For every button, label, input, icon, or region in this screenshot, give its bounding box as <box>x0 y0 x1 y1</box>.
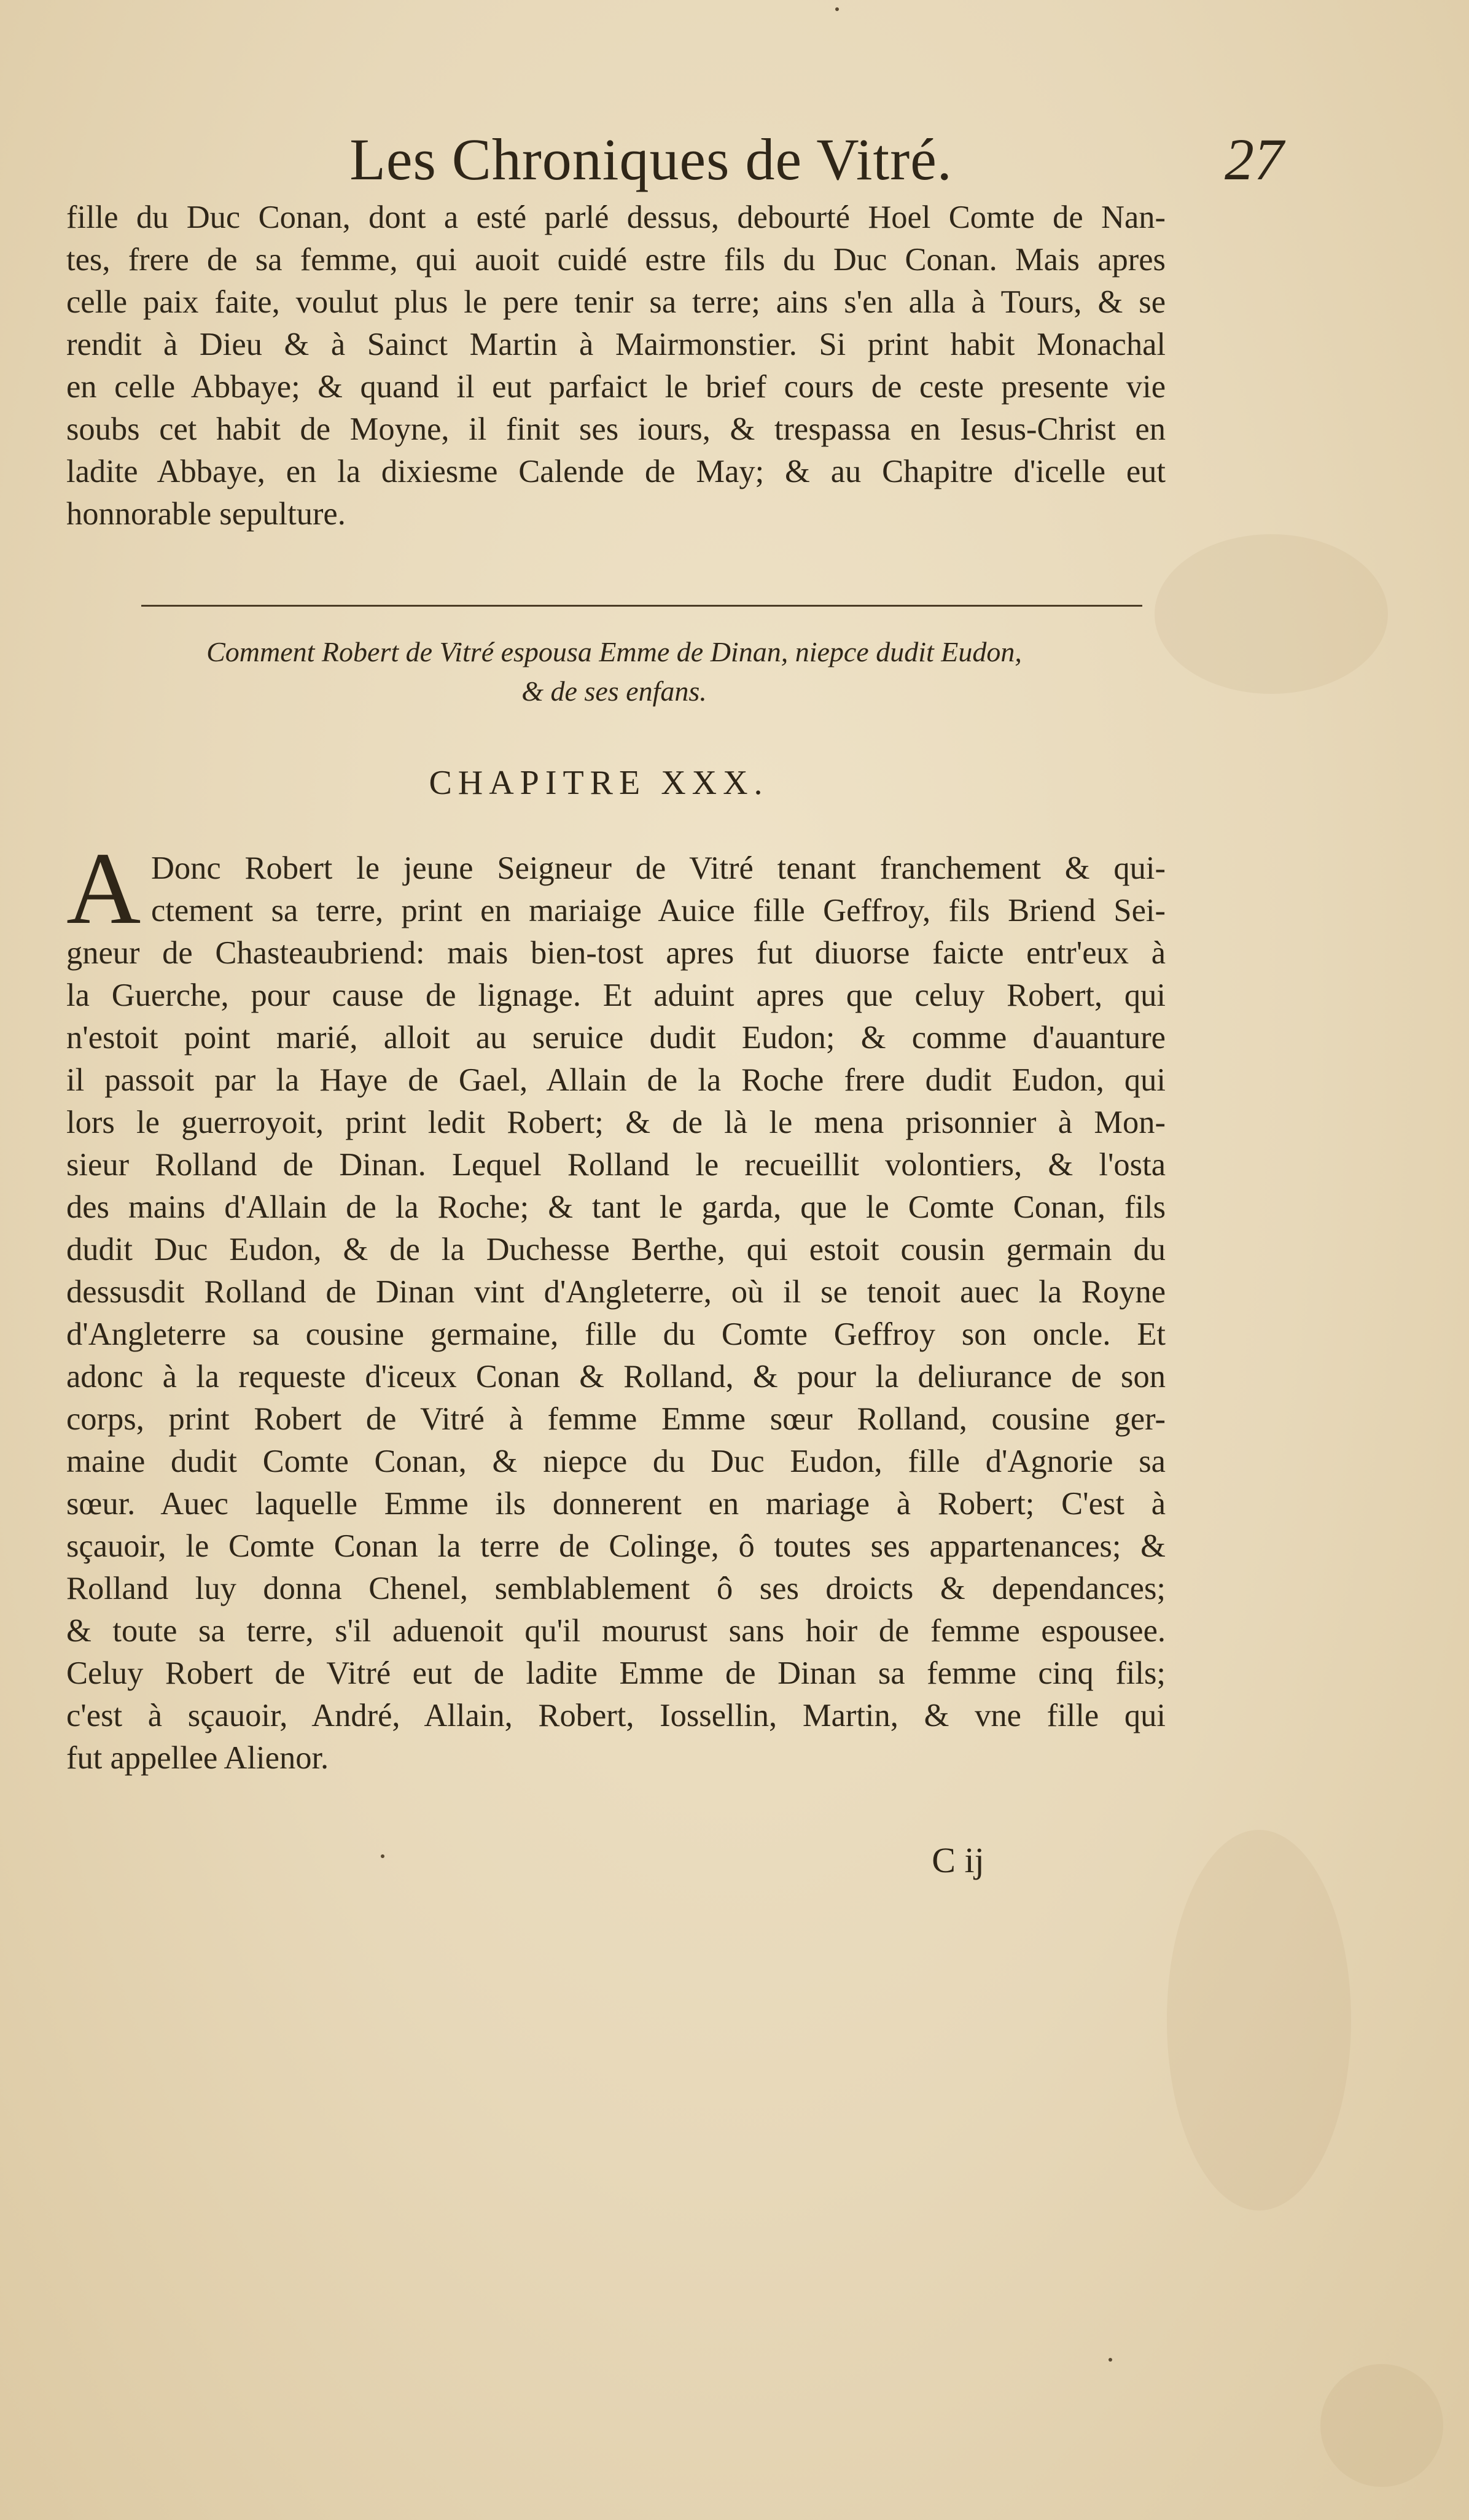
chapter-summary-line: & de ses enfans. <box>521 675 707 707</box>
text-line: Celuy Robert de Vitré eut de ladite Emme de Dinan sa femme cinq fils; <box>66 1655 1166 1691</box>
text-line: d'Angleterre sa cousine germaine, fille du Comte Geffroy son oncle. Et <box>66 1316 1166 1352</box>
running-title: Les Chroniques de Vitré. <box>349 126 953 192</box>
text-line: gneur de Chasteaubriend: mais bien-tost apres fut diuorse faicte entr'eux à <box>66 935 1166 971</box>
chapter-summary-line: Comment Robert de Vitré espousa Emme de Dinan, niepce dudit Eudon, <box>206 636 1022 667</box>
text-line: maine dudit Comte Conan, & niepce du Duc Eudon, fille d'Agnorie sa <box>66 1444 1166 1479</box>
page-header <box>61 123 1308 203</box>
text-line: dessusdit Rolland de Dinan vint d'Angleterre, où il se tenoit auec la Royne <box>66 1274 1166 1310</box>
text-line: rendit à Dieu & à Sainct Martin à Mairmonstier. Si print habit Monachal <box>66 327 1166 362</box>
text-line: sœur. Auec laquelle Emme ils donnerent en mariage à Robert; C'est à <box>66 1486 1166 1522</box>
text-line: c'est à sçauoir, André, Allain, Robert, Iossellin, Martin, & vne fille qui <box>66 1698 1166 1733</box>
text-line: tes, frere de sa femme, qui auoit cuidé estre fils du Duc Conan. Mais apres <box>66 242 1166 278</box>
text-line: en celle Abbaye; & quand il eut parfaict le brief cours de ceste presente vie <box>66 369 1166 405</box>
text-line: lors le guerroyoit, print ledit Robert; & de là le mena prisonnier à Mon- <box>66 1105 1166 1140</box>
text-line: sçauoir, le Comte Conan la terre de Colinge, ô toutes ses appartenances; & <box>66 1528 1166 1564</box>
text-line: soubs cet habit de Moyne, il finit ses iours, & trespassa en Iesus-Christ en <box>66 411 1166 447</box>
paragraph-continued <box>66 196 1166 535</box>
section-divider <box>141 605 1142 607</box>
ink-speck <box>381 1854 384 1858</box>
paper-stain <box>1155 534 1388 694</box>
ink-speck <box>835 7 839 11</box>
text-line: celle paix faite, voulut plus le pere tenir sa terre; ains s'en alla à Tours, & se <box>66 284 1166 320</box>
text-line: n'estoit point marié, alloit au seruice dudit Eudon; & comme d'auanture <box>66 1020 1166 1056</box>
text-line: dudit Duc Eudon, & de la Duchesse Berthe, qui estoit cousin germain du <box>66 1232 1166 1267</box>
text-line: adonc à la requeste d'iceux Conan & Rolland, & pour la deliurance de son <box>66 1359 1166 1394</box>
page-number: 27 <box>1225 126 1284 192</box>
chapter-paragraph <box>66 847 1166 1779</box>
text-line: la Guerche, pour cause de lignage. Et aduint apres que celuy Robert, qui <box>66 978 1166 1013</box>
text-line: honnorable sepulture. <box>66 496 346 532</box>
text-line: Rolland luy donna Chenel, semblablement ô ses droicts & dependances; <box>66 1571 1166 1606</box>
text-line: fut appellee Alienor. <box>66 1740 329 1776</box>
text-line: corps, print Robert de Vitré à femme Emme sœur Rolland, cousine ger- <box>66 1401 1166 1437</box>
drop-cap: A <box>66 831 141 946</box>
text-line: des mains d'Allain de la Roche; & tant le garda, que le Comte Conan, fils <box>66 1189 1166 1225</box>
paper-stain <box>1320 2364 1443 2487</box>
chapter-summary <box>86 632 1142 711</box>
text-line: il passoit par la Haye de Gael, Allain de la Roche frere dudit Eudon, qui <box>66 1062 1166 1098</box>
text-line: ladite Abbaye, en la dixiesme Calende de May; & au Chapitre d'icelle eut <box>66 454 1166 489</box>
ink-speck <box>1109 2358 1112 2362</box>
text-line: ctement sa terre, print en mariaige Auice fille Geffroy, fils Briend Sei- <box>151 893 1166 928</box>
text-line: fille du Duc Conan, dont a esté parlé dessus, debourté Hoel Comte de Nan- <box>66 200 1166 235</box>
text-line: Donc Robert le jeune Seigneur de Vitré tenant franchement & qui- <box>151 850 1166 886</box>
signature-mark: C ij <box>932 1840 984 1880</box>
paper-stain <box>1167 1830 1351 2211</box>
text-line: sieur Rolland de Dinan. Lequel Rolland le recueillit volontiers, & l'osta <box>66 1147 1166 1183</box>
chapter-heading: CHAPITRE XXX. <box>429 764 769 802</box>
text-line: & toute sa terre, s'il aduenoit qu'il mourust sans hoir de femme espousee. <box>66 1613 1166 1649</box>
